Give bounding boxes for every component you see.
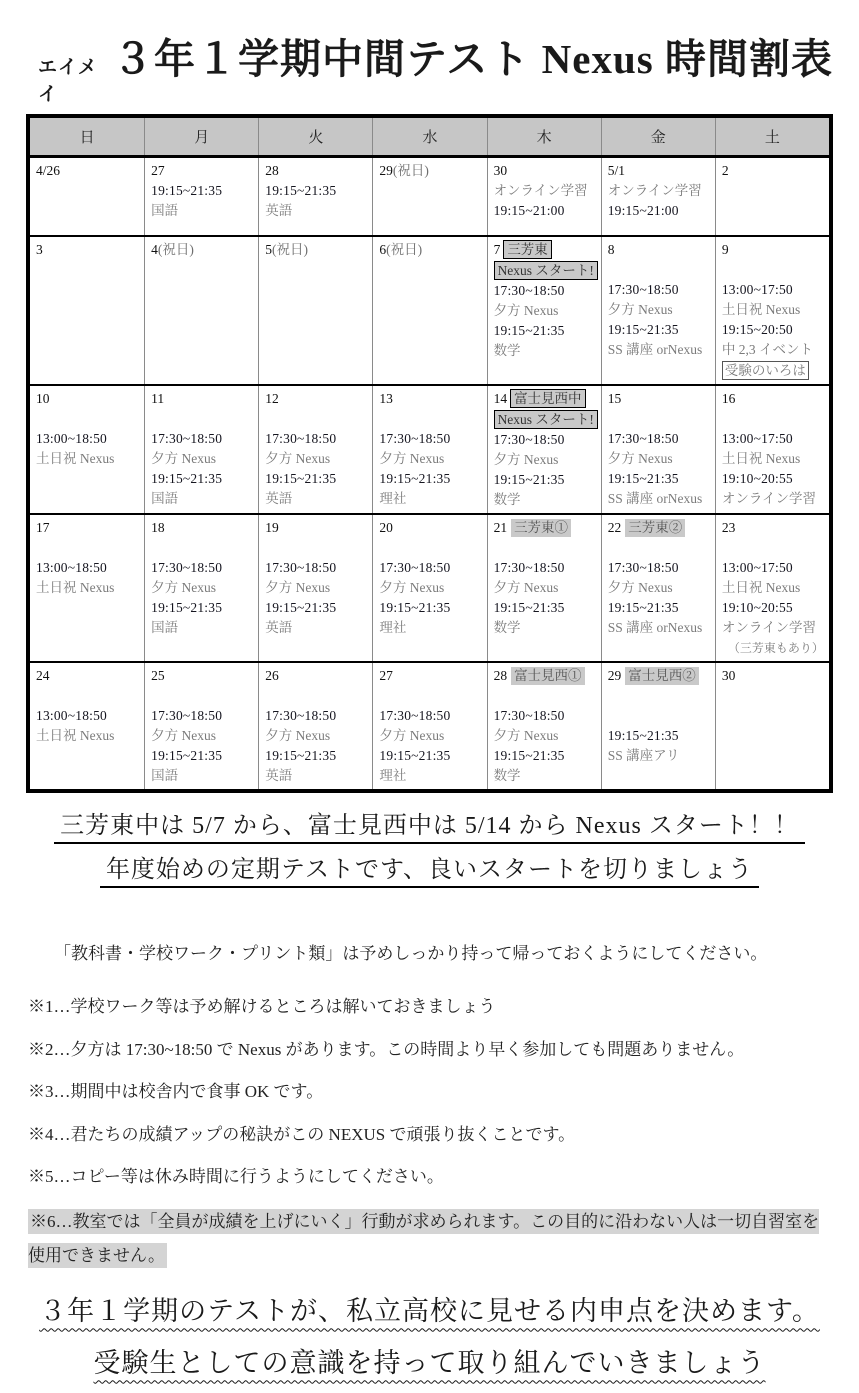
footer-line-2: 受験生としての意識を持って取り組んでいきましょう: [93, 1347, 766, 1378]
holiday-suffix: (祝日): [392, 163, 429, 178]
calendar-cell: [30, 663, 144, 789]
time-range: 13:00~17:50: [721, 560, 793, 575]
calendar-cell: [144, 237, 258, 384]
session-label: オンライン学習: [607, 183, 702, 198]
cell-date: 16: [721, 391, 736, 406]
calendar-cell: [601, 158, 715, 235]
cell-date: 27: [379, 668, 393, 683]
calendar-week-row: [30, 661, 829, 789]
cell-date: 23: [721, 520, 736, 535]
session-label: 夕方 Nexus: [265, 580, 331, 595]
banner: [26, 805, 833, 893]
footer-messages: [26, 1289, 833, 1393]
cell-date: 28: [265, 163, 279, 178]
session-label: 夕方 Nexus: [379, 728, 445, 743]
cell-date: 22: [607, 520, 622, 535]
cell-date: 4/26: [36, 163, 61, 178]
calendar-cell: [258, 237, 372, 384]
calendar-week-row: [30, 384, 829, 513]
banner-line-2: 年度始めの定期テストです、良いスタートを切りましょう: [100, 849, 759, 888]
cell-date-line: [151, 389, 256, 409]
session-label: 土日祝 Nexus: [721, 580, 801, 595]
cell-date: 17: [36, 520, 50, 535]
calendar-cell: [30, 237, 144, 384]
banner-line-1: 三芳東中は 5/7 から、富士見西中は 5/14 から Nexus スタート！！: [54, 805, 805, 844]
cell-date: 30: [721, 668, 736, 683]
calendar-cell: [487, 158, 601, 235]
session-label: （三芳東もあり）: [727, 641, 824, 655]
cell-date-line: [722, 240, 827, 260]
cell-date-line: [36, 389, 142, 409]
session-label: 夕方 Nexus: [151, 728, 217, 743]
session-label: 夕方 Nexus: [493, 728, 559, 743]
calendar-table: [26, 114, 833, 793]
calendar-cell: [715, 237, 829, 384]
time-range: 17:30~18:50: [151, 560, 223, 575]
calendar-week-row: [30, 158, 829, 235]
calendar-cell: [487, 663, 601, 789]
session-label: 英語: [265, 768, 293, 783]
cell-date-line: [379, 666, 484, 686]
cell-date: 30: [493, 163, 508, 178]
spacer: [265, 538, 370, 558]
spacer: [379, 538, 484, 558]
cell-date: 28: [493, 668, 508, 683]
holiday-suffix: (祝日): [157, 242, 194, 257]
time-range: 17:30~18:50: [151, 431, 223, 446]
session-label: 英語: [265, 620, 293, 635]
session-label: 土日祝 Nexus: [721, 451, 801, 466]
session-label: 夕方 Nexus: [493, 303, 559, 318]
session-label: 夕方 Nexus: [151, 451, 217, 466]
cell-date-line: [265, 518, 370, 538]
cell-date-line: [151, 161, 256, 181]
session-label: 土日祝 Nexus: [36, 728, 115, 743]
calendar-cell: [144, 386, 258, 513]
notes-list: [28, 992, 833, 1273]
cell-date-line: [36, 666, 142, 686]
calendar-cell: [372, 237, 486, 384]
cell-date-line: [379, 518, 484, 538]
time-range: 17:30~18:50: [607, 282, 679, 297]
session-label: 夕方 Nexus: [379, 580, 445, 595]
cell-date-line: [265, 666, 370, 686]
cell-date-line: [265, 161, 370, 181]
cell-date: 4: [151, 242, 158, 257]
session-label: 理社: [379, 491, 407, 506]
time-range: 19:15~21:35: [607, 600, 679, 615]
weekday-label: 水: [372, 118, 486, 155]
session-label: 夕方 Nexus: [607, 451, 673, 466]
session-label: 夕方 Nexus: [151, 580, 217, 595]
school-tag: 三芳東: [503, 240, 552, 259]
note-item: ※5…コピー等は休み時間に行うようにしてください。: [28, 1167, 444, 1186]
calendar-week-row: [30, 235, 829, 384]
calendar-cell: [601, 386, 715, 513]
cell-date-line: [379, 240, 484, 260]
cell-date-line: [151, 518, 256, 538]
session-label: 国語: [151, 620, 179, 635]
school-tag: 富士見西中: [510, 389, 586, 408]
page-title: [26, 26, 833, 106]
spacer: [608, 260, 713, 280]
cell-date-line: [151, 666, 256, 686]
spacer: [36, 686, 142, 706]
time-range: 19:15~21:35: [493, 323, 565, 338]
spacer: [722, 260, 827, 280]
time-range: 19:15~20:50: [721, 322, 793, 337]
session-label: 国語: [151, 768, 179, 783]
time-range: 17:30~18:50: [493, 708, 565, 723]
cell-date-line: [722, 389, 827, 409]
weekday-label: 月: [144, 118, 258, 155]
time-range: 19:15~21:00: [493, 203, 565, 218]
session-label: 英語: [265, 203, 293, 218]
cell-date-line: [494, 161, 599, 181]
holiday-suffix: (祝日): [386, 242, 423, 257]
calendar-cell: [144, 158, 258, 235]
cell-date: 25: [151, 668, 165, 683]
footer-line-1: ３年１学期のテストが、私立高校に見せる内申点を決めます。: [39, 1295, 820, 1326]
spacer: [608, 686, 713, 706]
time-range: 17:30~18:50: [265, 560, 337, 575]
cell-date-line: [608, 666, 713, 686]
time-range: 13:00~18:50: [36, 431, 108, 446]
spacer: [36, 538, 142, 558]
note-item: ※4…君たちの成績アップの秘訣がこの NEXUS で頑張り抜くことです。: [28, 1124, 576, 1144]
nexus-start-tag: Nexus スタート!: [494, 261, 598, 280]
spacer: [151, 686, 256, 706]
session-label: 国語: [151, 491, 179, 506]
school-tag: 富士見西②: [625, 667, 699, 685]
cell-date-line: [608, 518, 713, 538]
time-range: 19:15~21:35: [379, 748, 451, 763]
calendar-body: [30, 158, 829, 789]
cell-date-line: [36, 161, 142, 181]
cell-date: 15: [607, 391, 622, 406]
time-range: 19:15~21:35: [607, 471, 679, 486]
calendar-cell: [30, 386, 144, 513]
time-range: 19:15~21:35: [607, 322, 679, 337]
cell-date: 9: [721, 242, 729, 257]
calendar-cell: [715, 663, 829, 789]
cell-date-line: [494, 666, 599, 686]
spacer: [608, 538, 713, 558]
time-range: 19:15~21:35: [493, 472, 565, 487]
cell-date-line: [265, 240, 370, 260]
session-label: 土日祝 Nexus: [36, 451, 115, 466]
school-tag: 三芳東②: [625, 519, 685, 537]
spacer: [722, 538, 827, 558]
note-item: ※1…学校ワーク等は予め解けるところは解いておきましょう: [28, 997, 496, 1016]
cell-date-line: [494, 389, 599, 409]
weekday-label: 土: [715, 118, 829, 155]
cell-date-line: [379, 389, 484, 409]
session-label: オンライン学習: [721, 620, 816, 635]
cell-date: 11: [151, 391, 165, 406]
school-tag: 三芳東①: [511, 519, 571, 537]
session-label: 中 2,3 イベント: [721, 342, 813, 357]
time-range: 19:15~21:35: [379, 600, 451, 615]
spacer: [265, 409, 370, 429]
spacer: [494, 538, 599, 558]
session-label: 国語: [151, 203, 179, 218]
cell-date-line: [494, 518, 599, 538]
session-label: 土日祝 Nexus: [36, 580, 115, 595]
cell-date-line: [608, 240, 713, 260]
calendar-cell: [601, 663, 715, 789]
calendar-cell: [715, 158, 829, 235]
cell-date: 20: [379, 520, 393, 535]
school-tag: 富士見西①: [511, 667, 585, 685]
calendar-cell: [30, 515, 144, 661]
time-range: 17:30~18:50: [379, 708, 451, 723]
session-label: 数学: [493, 343, 521, 358]
time-range: 17:30~18:50: [607, 560, 679, 575]
cell-date: 26: [265, 668, 279, 683]
cell-date-line: [608, 389, 713, 409]
cell-date-line: [36, 518, 142, 538]
time-range: 19:15~21:35: [265, 748, 337, 763]
calendar-cell: [601, 237, 715, 384]
spacer: [494, 686, 599, 706]
time-range: 13:00~18:50: [36, 708, 108, 723]
weekday-label: 木: [487, 118, 601, 155]
time-range: 19:10~20:55: [721, 600, 793, 615]
calendar-cell: [30, 158, 144, 235]
time-range: 17:30~18:50: [493, 432, 565, 447]
calendar-cell: [258, 386, 372, 513]
time-range: 19:15~21:35: [265, 600, 337, 615]
session-label: SS 講座 orNexus: [607, 342, 703, 357]
cell-date: 24: [36, 668, 50, 683]
time-range: 17:30~18:50: [265, 431, 337, 446]
time-range: 19:15~21:35: [265, 471, 337, 486]
time-range: 19:15~21:35: [151, 748, 223, 763]
session-label: オンライン学習: [493, 183, 588, 198]
time-range: 17:30~18:50: [379, 431, 451, 446]
title-main: ３年１学期中間テスト Nexus 時間割表: [112, 36, 833, 82]
calendar-cell: [715, 515, 829, 661]
calendar-cell: [487, 386, 601, 513]
session-label: 数学: [493, 492, 521, 507]
calendar-cell: [372, 386, 486, 513]
session-label: 数学: [493, 768, 521, 783]
cell-date: 18: [151, 520, 165, 535]
time-range: 17:30~18:50: [493, 283, 565, 298]
session-label: 夕方 Nexus: [265, 451, 331, 466]
session-label: 夕方 Nexus: [379, 451, 445, 466]
time-range: 13:00~17:50: [721, 431, 793, 446]
cell-date-line: [494, 240, 599, 260]
session-label: 土日祝 Nexus: [721, 302, 801, 317]
note-item: ※3…期間中は校舎内で食事 OK です。: [28, 1082, 324, 1101]
time-range: 19:15~21:35: [379, 471, 451, 486]
calendar-cell: [487, 515, 601, 661]
cell-date: 8: [607, 242, 615, 257]
session-label: 英語: [265, 491, 293, 506]
spacer: [265, 686, 370, 706]
cell-date: 27: [151, 163, 165, 178]
cell-date: 10: [36, 391, 50, 406]
session-label: SS 講座 orNexus: [607, 620, 703, 635]
session-label: 夕方 Nexus: [607, 302, 673, 317]
calendar-cell: [144, 663, 258, 789]
spacer: [608, 409, 713, 429]
cell-date-line: [608, 161, 713, 181]
spacer: [379, 409, 484, 429]
cell-date: 29: [379, 163, 393, 178]
session-label: 数学: [493, 620, 521, 635]
calendar-cell: [601, 515, 715, 661]
time-range: 19:15~21:35: [151, 471, 223, 486]
session-label: 夕方 Nexus: [493, 452, 559, 467]
session-label: 夕方 Nexus: [493, 580, 559, 595]
cell-date: 3: [36, 242, 43, 257]
cell-date: 29: [607, 668, 622, 683]
cell-date: 13: [379, 391, 393, 406]
cell-date-line: [722, 518, 827, 538]
weekday-label: 火: [258, 118, 372, 155]
cell-date: 21: [493, 520, 508, 535]
time-range: 19:15~21:35: [151, 183, 223, 198]
session-label: 理社: [379, 768, 407, 783]
cell-date-line: [379, 161, 484, 181]
cell-date: 19: [265, 520, 279, 535]
session-label: 理社: [379, 620, 407, 635]
cell-date: 5: [265, 242, 273, 257]
calendar-cell: [715, 386, 829, 513]
holiday-suffix: (祝日): [272, 242, 309, 257]
spacer: [151, 409, 256, 429]
time-range: 13:00~18:50: [36, 560, 108, 575]
calendar-cell: [258, 158, 372, 235]
cell-date-line: [722, 161, 827, 181]
spacer: [151, 538, 256, 558]
nexus-start-tag: Nexus スタート!: [494, 410, 598, 429]
weekday-label: 金: [601, 118, 715, 155]
time-range: 19:10~20:55: [721, 471, 793, 486]
intro-text: 「教科書・学校ワーク・プリント類」は予めしっかり持って帰っておくようにしてください。: [54, 944, 768, 963]
time-range: 19:15~21:35: [151, 600, 223, 615]
calendar-cell: [372, 515, 486, 661]
calendar-cell: [258, 663, 372, 789]
session-label: オンライン学習: [721, 491, 816, 506]
session-label: 夕方 Nexus: [265, 728, 331, 743]
time-range: 17:30~18:50: [265, 708, 337, 723]
cell-date-line: [722, 666, 827, 686]
title-prefix: エイメイ: [38, 57, 98, 105]
time-range: 19:15~21:35: [493, 748, 565, 763]
spacer: [36, 409, 142, 429]
session-label: SS 講座アリ: [607, 748, 680, 763]
cell-date-line: [265, 389, 370, 409]
cell-date: 12: [265, 391, 279, 406]
time-range: 17:30~18:50: [151, 708, 223, 723]
calendar-cell: [258, 515, 372, 661]
time-range: 13:00~17:50: [721, 282, 793, 297]
calendar-weekday-header: [30, 118, 829, 158]
boxed-event-label: 受験のいろは: [722, 361, 809, 380]
cell-date: 14: [493, 391, 508, 406]
cell-date: 7: [493, 242, 501, 257]
calendar-cell: [144, 515, 258, 661]
cell-date-line: [36, 240, 142, 260]
spacer: [379, 686, 484, 706]
cell-date: 6: [379, 242, 387, 257]
calendar-cell: [487, 237, 601, 384]
calendar-cell: [372, 158, 486, 235]
calendar-week-row: [30, 513, 829, 661]
note-item: ※2…夕方は 17:30~18:50 で Nexus があります。この時間より早く参加しても問題ありません。: [28, 1039, 745, 1059]
time-range: 19:15~21:00: [607, 203, 679, 218]
spacer: [608, 706, 713, 726]
note-item: ※6…教室では「全員が成績を上げにいく」行動が求められます。この目的に沿わない人は一切自習室を使用できません。: [28, 1209, 819, 1268]
weekday-label: 日: [79, 130, 95, 146]
cell-date: 2: [721, 163, 729, 178]
calendar-cell: [372, 663, 486, 789]
time-range: 19:15~21:35: [607, 728, 679, 743]
time-range: 17:30~18:50: [607, 431, 679, 446]
spacer: [722, 409, 827, 429]
time-range: 17:30~18:50: [379, 560, 451, 575]
time-range: 19:15~21:35: [493, 600, 565, 615]
session-label: SS 講座 orNexus: [607, 491, 703, 506]
time-range: 17:30~18:50: [493, 560, 565, 575]
cell-date: 5/1: [607, 163, 625, 178]
time-range: 19:15~21:35: [265, 183, 337, 198]
cell-date-line: [151, 240, 256, 260]
session-label: 夕方 Nexus: [607, 580, 673, 595]
